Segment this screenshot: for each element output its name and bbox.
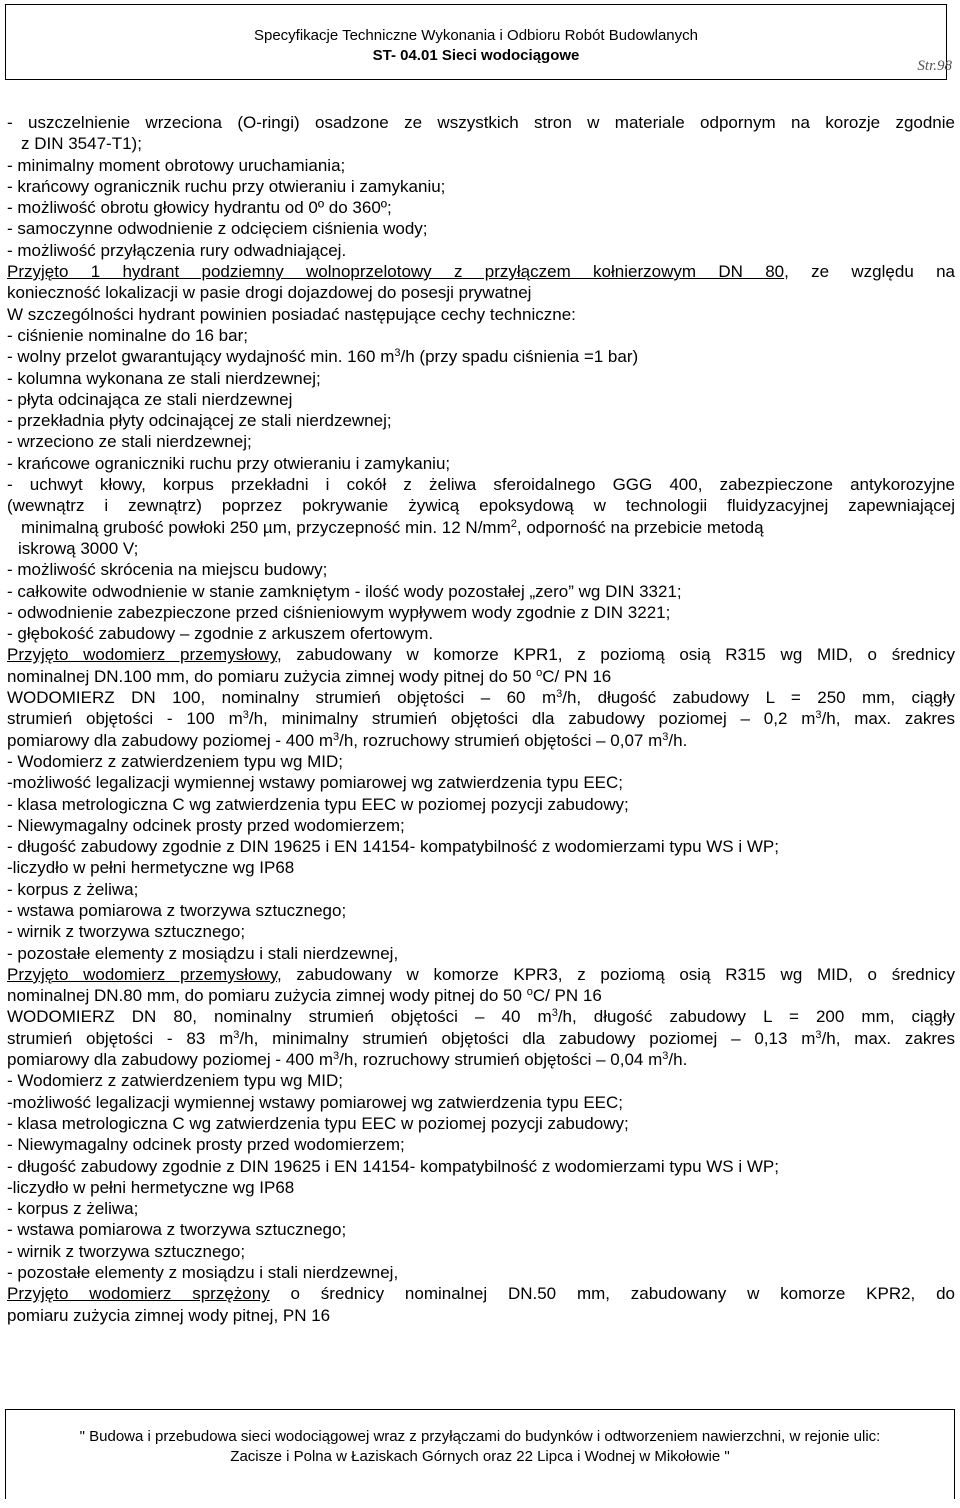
superscript: 3 — [394, 347, 401, 360]
body-line: - wrzeciono ze stali nierdzewnej; — [7, 432, 252, 452]
footer-project-location: Zacisze i Polna w Łaziskach Górnych oraz 22 Lipca i Wodnej w Mikołowie " — [230, 1448, 730, 1465]
text-span: /h. — [668, 730, 688, 750]
page-header — [5, 4, 947, 80]
text-span: /h, minimalny strumień objętości dla zabudowy poziomej – 0,13 m — [239, 1028, 816, 1048]
text-span: /h, rozruchowy strumień objętości – 0,07 m — [339, 730, 663, 750]
text-span: o średnicy nominalnej DN.50 mm, zabudowany w komorze KPR2, do — [269, 1284, 956, 1304]
body-line: - pozostałe elementy z mosiądzu i stali nierdzewnej, — [7, 1263, 399, 1283]
body-line: - Wodomierz z zatwierdzeniem typu wg MID; — [7, 751, 344, 771]
body-line: z DIN 3547-T1); — [21, 134, 142, 154]
body-line: - samoczynne odwodnienie z odcięciem ciśnienia wody; — [7, 219, 428, 239]
body-line: (wewnątrz i zewnątrz) poprzez pokrywanie żywicą epoksydową w technologii fluidyzacyjnej zapewniającej — [7, 496, 955, 516]
meter-paragraph-line — [7, 1283, 955, 1304]
body-line: - uszczelnienie wrzeciona (O-ringi) osadzone ze wszystkich stron w materiale odpornym na korozje zgodnie — [7, 113, 955, 132]
body-line: -możliwość legalizacji wymiennej wstawy pomiarowej wg zatwierdzenia typu EEC; — [7, 1092, 624, 1112]
page-footer — [5, 1409, 955, 1499]
underlined-text: Przyjęto 1 hydrant podziemny wolnoprzelotowy z przyłączem kołnierzowym DN 80 — [7, 262, 785, 282]
text-span: /h. — [668, 1050, 688, 1070]
body-line — [7, 517, 955, 538]
superscript: o — [536, 666, 543, 679]
body-line: - głębokość zabudowy – zgodnie z arkuszem ofertowym. — [7, 624, 434, 644]
body-line — [7, 1049, 955, 1070]
body-line — [7, 985, 955, 1006]
body-line: - wirnik z tworzywa sztucznego; — [7, 1241, 246, 1261]
body-line — [7, 730, 955, 751]
body-line — [7, 666, 955, 687]
text-span: nominalnej DN.100 mm, do pomiaru zużycia zimnej wody pitnej do 50 — [7, 666, 537, 686]
superscript: 3 — [333, 730, 340, 743]
superscript: 3 — [333, 1050, 340, 1063]
underlined-text: Przyjęto wodomierz przemysłowy — [7, 964, 277, 984]
underlined-text: Przyjęto wodomierz sprzężony — [7, 1284, 270, 1304]
superscript: 2 — [510, 517, 517, 530]
text-span: , zabudowany w komorze KPR1, z poziomą osią R315 wg MID, o średnicy — [276, 645, 955, 665]
text-span: C/ PN 16 — [532, 986, 602, 1006]
superscript: 3 — [662, 1050, 669, 1063]
body-line: - minimalny moment obrotowy uruchamiania; — [7, 155, 346, 175]
body-line: - wstawa pomiarowa z tworzywa sztucznego; — [7, 1220, 347, 1240]
text-span: pomiarowy dla zabudowy poziomej - 400 m — [7, 1050, 333, 1070]
body-line: -liczydło w pełni hermetyczne wg IP68 — [7, 1177, 295, 1197]
superscript: 3 — [551, 1007, 558, 1020]
body-line: iskrową 3000 V; — [18, 538, 139, 558]
text-span: nominalnej DN.80 mm, do pomiaru zużycia zimnej wody pitnej do 50 — [7, 986, 527, 1006]
body-line: - Wodomierz z zatwierdzeniem typu wg MID; — [7, 1071, 344, 1091]
body-line: - uchwyt kłowy, korpus przekładni i cokół z żeliwa sferoidalnego GGG 400, zabezpieczone antykorozyjne — [7, 475, 955, 495]
text-span: pomiarowy dla zabudowy poziomej - 400 m — [7, 730, 333, 750]
text-span: /h (przy spadu ciśnienia =1 bar) — [400, 347, 639, 367]
body-line: - całkowite odwodnienie w stanie zamkniętym - ilość wody pozostałej „zero” wg DIN 3321; — [7, 581, 682, 601]
footer-project-title: " Budowa i przebudowa sieci wodociągowej wraz z przyłączami do budynków i odtworzeniem nawierzchni, w rejonie ulic: — [79, 1428, 881, 1445]
text-span: /h, minimalny strumień objętości dla zabudowy poziomej – 0,2 m — [248, 709, 816, 729]
body-line — [7, 346, 955, 367]
meter-paragraph-line — [7, 964, 955, 985]
body-line: - korpus z żeliwa; — [7, 1199, 139, 1219]
body-line: - krańcowe ograniczniki ruchu przy otwieraniu i zamykaniu; — [7, 453, 451, 473]
body-line: - długość zabudowy zgodnie z DIN 19625 i EN 14154- kompatybilność z wodomierzami typu WS i WP; — [7, 1156, 779, 1176]
superscript: o — [526, 986, 533, 999]
body-line: - ciśnienie nominalne do 16 bar; — [7, 325, 248, 345]
superscript: 3 — [662, 730, 669, 743]
body-line: - płyta odcinająca ze stali nierdzewnej — [7, 389, 293, 409]
body-line: - możliwość skrócenia na miejscu budowy; — [7, 560, 328, 580]
body-line: - długość zabudowy zgodnie z DIN 19625 i EN 14154- kompatybilność z wodomierzami typu WS i WP; — [7, 837, 779, 857]
hydrant-paragraph-line — [7, 261, 955, 282]
text-span: /h, długość zabudowy L = 200 mm, ciągły — [557, 1007, 955, 1027]
body-line: - klasa metrologiczna C wg zatwierdzenia typu EEC w poziomej pozycji zabudowy; — [7, 794, 629, 814]
body-line — [7, 1006, 955, 1027]
text-span: WODOMIERZ DN 80, nominalny strumień objętości – 40 m — [7, 1007, 552, 1027]
body-line — [7, 708, 955, 729]
body-line: W szczególności hydrant powinien posiadać następujące cechy techniczne: — [7, 304, 576, 324]
text-span: , ze względu na — [784, 262, 955, 282]
body-line: - krańcowy ogranicznik ruchu przy otwieraniu i zamykaniu; — [7, 176, 446, 196]
meter-paragraph-line — [7, 644, 955, 665]
text-span: minimalną grubość powłoki 250 µm, przyczepność min. 12 N/mm — [21, 517, 511, 537]
underlined-text: Przyjęto wodomierz przemysłowy — [7, 645, 277, 665]
text-span: C/ PN 16 — [542, 666, 612, 686]
body-line: - wirnik z tworzywa sztucznego; — [7, 922, 246, 942]
superscript: 3 — [242, 709, 249, 722]
body-line: - Niewymagalny odcinek prosty przed wodomierzem; — [7, 815, 405, 835]
text-span: WODOMIERZ DN 100, nominalny strumień objętości – 60 m — [7, 688, 557, 708]
body-line: pomiaru zużycia zimnej wody pitnej, PN 16 — [7, 1305, 331, 1325]
body-line: - klasa metrologiczna C wg zatwierdzenia typu EEC w poziomej pozycji zabudowy; — [7, 1113, 629, 1133]
body-line — [7, 1028, 955, 1049]
header-section-title: ST- 04.01 Sieci wodociągowe — [372, 47, 580, 64]
body-line: -liczydło w pełni hermetyczne wg IP68 — [7, 858, 295, 878]
body-line: - korpus z żeliwa; — [7, 879, 139, 899]
superscript: 3 — [556, 688, 563, 701]
text-span: - wolny przelot gwarantujący wydajność min. 160 m — [7, 347, 395, 367]
text-span: /h, max. zakres — [821, 709, 955, 729]
body-line: - możliwość przyłączenia rury odwadniającej. — [7, 240, 347, 260]
body-line: konieczność lokalizacji w pasie drogi dojazdowej do posesji prywatnej — [7, 283, 532, 303]
superscript: 3 — [815, 1028, 822, 1041]
body-line: - przekładnia płyty odcinającej ze stali nierdzewnej; — [7, 411, 392, 431]
superscript: 3 — [233, 1028, 240, 1041]
text-span: /h, max. zakres — [821, 1028, 955, 1048]
body-line: - odwodnienie zabezpieczone przed ciśnieniowym wypływem wody zgodnie z DIN 3221; — [7, 602, 671, 622]
body-line: -możliwość legalizacji wymiennej wstawy pomiarowej wg zatwierdzenia typu EEC; — [7, 773, 624, 793]
text-span: strumień objętości - 83 m — [7, 1028, 234, 1048]
body-line: - możliwość obrotu głowicy hydrantu od 0º do 360º; — [7, 198, 392, 218]
body-line: - wstawa pomiarowa z tworzywa sztucznego; — [7, 900, 347, 920]
page-number: Str.98 — [917, 58, 952, 74]
text-span: strumień objętości - 100 m — [7, 709, 243, 729]
body-line: - kolumna wykonana ze stali nierdzewnej; — [7, 368, 321, 388]
body-line — [7, 687, 955, 708]
body-line: - pozostałe elementy z mosiądzu i stali nierdzewnej, — [7, 943, 399, 963]
superscript: 3 — [815, 709, 822, 722]
header-document-title: Specyfikacje Techniczne Wykonania i Odbioru Robót Budowlanych — [253, 27, 698, 44]
text-span: /h, długość zabudowy L = 250 mm, ciągły — [562, 688, 956, 708]
text-span: , zabudowany w komorze KPR3, z poziomą osią R315 wg MID, o średnicy — [276, 964, 955, 984]
text-span: /h, rozruchowy strumień objętości – 0,04 m — [339, 1050, 663, 1070]
text-span: , odporność na przebicie metodą — [516, 517, 764, 537]
body-line: - Niewymagalny odcinek prosty przed wodomierzem; — [7, 1135, 405, 1155]
document-body — [7, 112, 955, 1326]
